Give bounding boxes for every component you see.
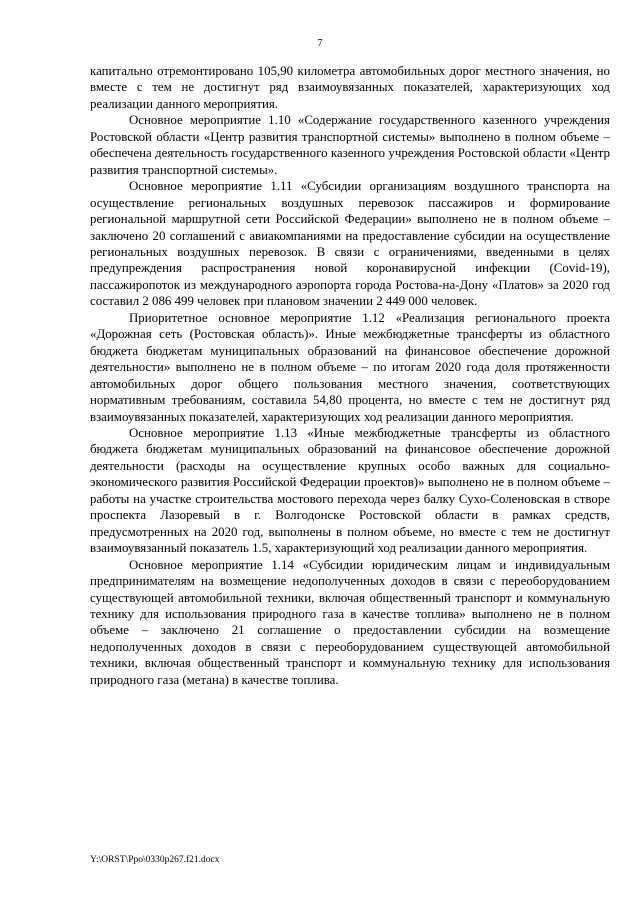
document-body bbox=[90, 63, 610, 688]
paragraph-measure-1-12: Приоритетное основное мероприятие 1.12 «Реализация регионального проекта «Дорожная сеть (Ростовская область)». Иные межбюджетные трансферты из областного бюджета бюджетам муниципальных образований на финансовое обеспечение дорожной деятельности» выполнено не в полном объеме – по итогам 2020 года доля протяженности автомобильных дорог общего пользования местного значения, соответствующих нормативным требованиям, составила 54,80 процента, но вместе с тем не достигнут ряд взаимоувязанных показателей, характеризующих ход реализации данного мероприятия. bbox=[90, 310, 610, 424]
paragraph-measure-1-14: Основное мероприятие 1.14 «Субсидии юридическим лицам и индивидуальным предпринимателям на возмещение недополученных доходов в связи с переоборудованием существующей автомобильной техники, включая общественный транспорт и коммунальную технику для использования природного газа в качестве топлива» выполнено не в полном объеме – заключено 21 соглашение о предоставлении субсидии на возмещение недополученных доходов в связи с переоборудованием существующей автомобильной техники, включая общественный транспорт и коммунальную технику для использования природного газа (метана) в качестве топлива. bbox=[90, 557, 610, 687]
paragraph-measure-1-11: Основное мероприятие 1.11 «Субсидии организациям воздушного транспорта на осуществление региональных воздушных перевозок пассажиров и формирование региональной маршрутной сети Российской Федерации» выполнено не в полном объеме – заключено 20 соглашений с авиакомпаниями на предоставление субсидии на осуществление региональных воздушных перевозок. В связи с ограничениями, введенными в целях предупреждения распространения новой коронавирусной инфекции (Covid-19), пассажиропоток из международного аэропорта города Ростова-на-Дону «Платов» за 2020 год составил 2 086 499 человек при плановом значении 2 449 000 человек. bbox=[90, 179, 610, 309]
footer-file-path: Y:\ORST\Ppo\0330p267.f21.docx bbox=[90, 855, 220, 865]
paragraph-measure-1-13: Основное мероприятие 1.13 «Иные межбюджетные трансферты из областного бюджета бюджетам муниципальных образований на финансовое обеспечение дорожной деятельности (расходы на осуществление крупных особо важных для социально-экономического развития Российской Федерации проектов)» выполнено не в полном объеме – работы на участке строительства мостового перехода через балку Сухо-Соленовская в створе проспекта Лазоревый в г. Волгодонске Ростовской области в рамках средств, предусмотренных на 2020 год, выполнены в полном объеме, но вместе с тем не достигнут взаимоувязанный показатель 1.5, характеризующий ход реализации данного мероприятия. bbox=[90, 425, 610, 556]
paragraph-continuation: капитально отремонтировано 105,90 километра автомобильных дорог местного значения, но вместе с тем не достигнут ряд взаимоувязанных показателей, характеризующих ход реализации данного мероприятия. bbox=[90, 64, 610, 111]
page-number: 7 bbox=[317, 38, 323, 49]
paragraph-measure-1-10: Основное мероприятие 1.10 «Содержание государственного казенного учреждения Ростовской области «Центр развития транспортной системы» выполнено в полном объеме – обеспечена деятельность государственного казенного учреждения Ростовской области «Центр развития транспортной системы». bbox=[90, 113, 610, 177]
